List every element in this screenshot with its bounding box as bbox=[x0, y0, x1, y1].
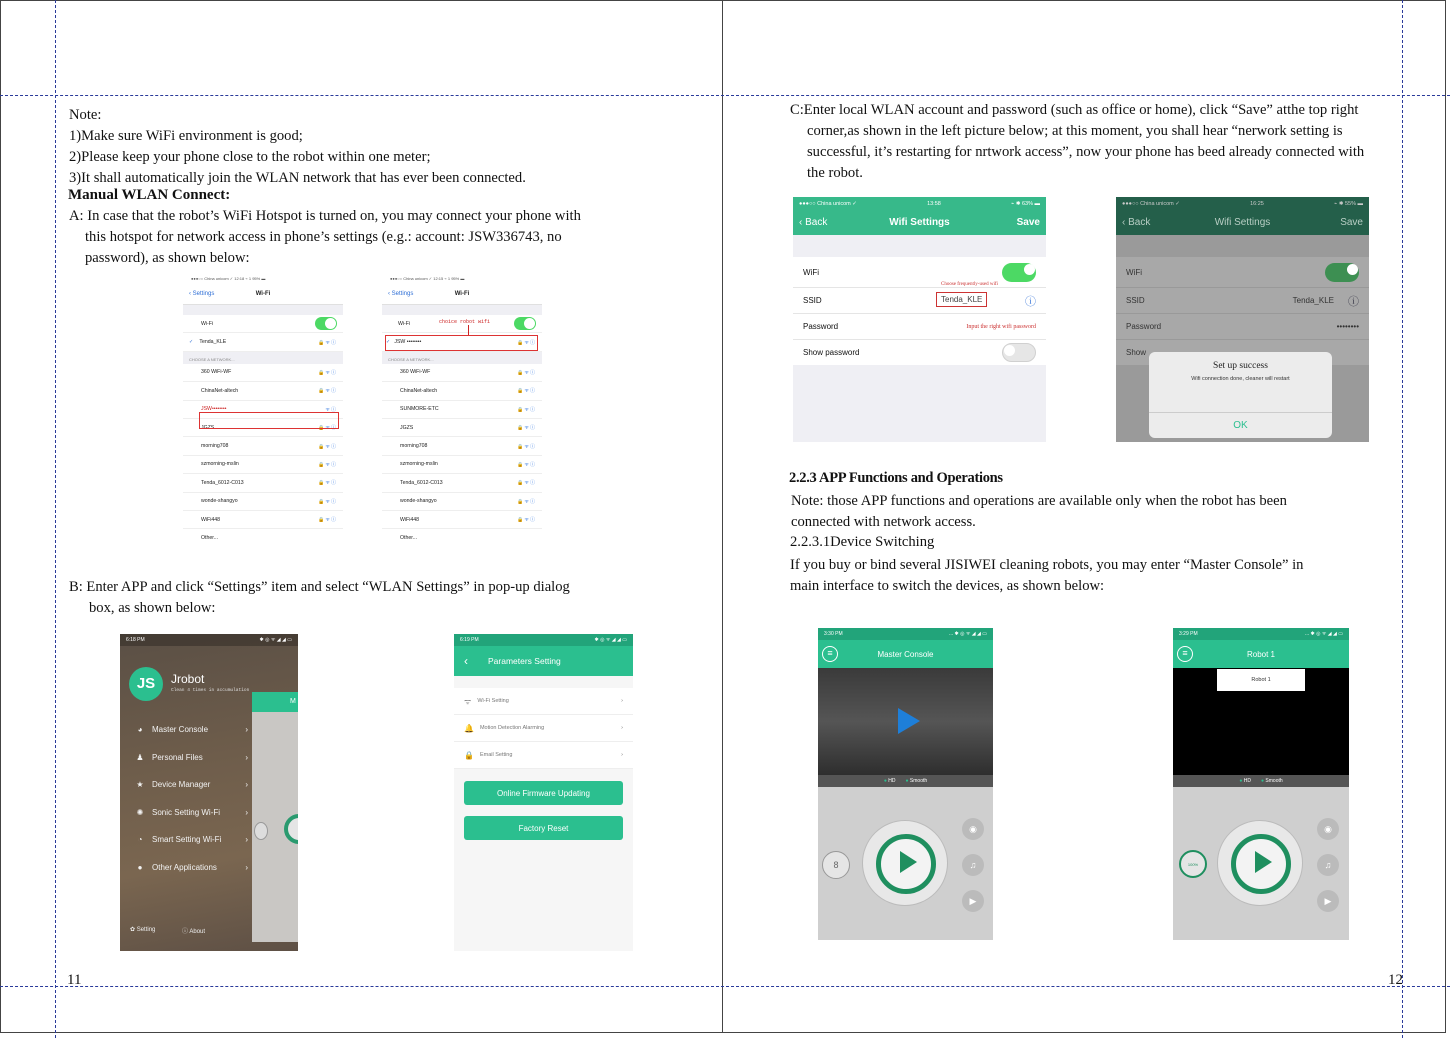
dialog-ok-button[interactable]: OK bbox=[1149, 412, 1332, 438]
user-icon: ♟ bbox=[136, 752, 144, 762]
camera-icon[interactable]: ◉ bbox=[1317, 818, 1339, 840]
network-item[interactable]: wonde-shangyo 🔒ᯤⓘ bbox=[382, 493, 542, 511]
back-link[interactable]: ‹ Settings bbox=[189, 290, 215, 297]
back-link[interactable]: ‹ Settings bbox=[388, 290, 414, 297]
option-smooth[interactable]: ● Smooth bbox=[905, 778, 928, 784]
page-split-line bbox=[722, 0, 723, 1033]
lock-icon: 🔒 bbox=[464, 750, 474, 760]
robot-dropdown-item[interactable]: Robot 1 bbox=[1217, 669, 1305, 691]
dialog-message: Wifi connection done, cleaner will restart bbox=[1191, 376, 1290, 382]
other-network[interactable]: Other... bbox=[201, 535, 219, 542]
play-icon bbox=[900, 851, 917, 873]
quality-options bbox=[1173, 775, 1349, 787]
network-item[interactable]: JGZS 🔒ᯤⓘ bbox=[382, 419, 542, 437]
network-item[interactable]: Tenda_6012-C013 🔒ᯤⓘ bbox=[382, 474, 542, 492]
factory-reset-button[interactable]: Factory Reset bbox=[464, 816, 623, 840]
nav-bar bbox=[183, 283, 343, 305]
network-item[interactable]: WiFi448 🔒ᯤⓘ bbox=[382, 511, 542, 529]
headphones-icon[interactable]: ♫ bbox=[962, 854, 984, 876]
wifi-toggle[interactable] bbox=[1002, 263, 1036, 282]
info-icon[interactable]: ⓘ bbox=[1348, 295, 1359, 308]
crop-guide-top bbox=[0, 95, 1450, 96]
dialog-title: Set up success bbox=[1213, 361, 1268, 371]
header-bar bbox=[818, 640, 993, 668]
brand-name: Jrobot bbox=[171, 672, 205, 686]
screenshot-app-menu bbox=[120, 634, 298, 951]
status-bar: 3:29 PM ... ✱ ◎ ᯤ ◢ ◢ ▭ bbox=[1173, 628, 1349, 640]
network-item[interactable]: morning708 🔒ᯤⓘ bbox=[183, 437, 343, 455]
paragraph-c-line: C:Enter local WLAN account and password (such as office or home), click “Save” atthe top right bbox=[790, 102, 1359, 118]
header-title: Parameters Setting bbox=[488, 656, 561, 666]
nav-title: Wi-Fi bbox=[454, 290, 470, 297]
info-icon: ⓘ bbox=[182, 929, 189, 935]
play-dial-icon bbox=[284, 814, 298, 844]
play-dial[interactable] bbox=[1231, 834, 1291, 894]
note-line: 2)Please keep your phone close to the robot within one meter; bbox=[69, 149, 431, 165]
nav-bar bbox=[1116, 210, 1369, 235]
quality-options bbox=[818, 775, 993, 787]
screenshot-robot-switch bbox=[1173, 628, 1349, 940]
paragraph-b-line: box, as shown below: bbox=[89, 600, 216, 616]
save-button[interactable]: Save bbox=[1340, 217, 1363, 228]
password-row[interactable]: Password Input the right wifi password bbox=[793, 313, 1046, 339]
video-record-icon[interactable]: ▶ bbox=[1317, 890, 1339, 912]
status-bar: ●●●○○ China unicom ✓ 16:25 ⌁ ✱ 55% ▬ bbox=[1116, 197, 1369, 210]
ssid-field[interactable]: Tenda_KLE bbox=[936, 292, 987, 307]
menu-about-link[interactable]: ⓘ About bbox=[182, 929, 206, 935]
nav-title: Wi-Fi bbox=[255, 290, 271, 297]
status-bar: ●●●○○ China unicom ✓ 12:18 ⌁ 1 95% ▬ bbox=[191, 275, 266, 281]
menu-device-manager[interactable]: ★ Device Manager › bbox=[120, 771, 252, 799]
back-button[interactable]: ‹ Back bbox=[799, 217, 828, 228]
connected-network[interactable]: ✓ Tenda_KLE 🔒ᯤⓘ bbox=[183, 333, 343, 351]
show-password-row[interactable]: Show password bbox=[793, 339, 1046, 365]
paragraph-c-line: the robot. bbox=[807, 165, 863, 181]
app-logo-icon: JS bbox=[129, 667, 163, 701]
wifi-toggle-row[interactable]: Wi-Fi bbox=[183, 315, 343, 333]
page-number-right: 12 bbox=[1388, 972, 1403, 988]
paragraph-c-line: corner,as shown in the left picture below; at this moment, you shall hear “nerwork setting is bbox=[807, 123, 1343, 139]
play-icon bbox=[1255, 851, 1272, 873]
network-item-robot[interactable]: JSW•••••••• ᯤⓘ bbox=[183, 401, 343, 419]
note-line: connected with network access. bbox=[791, 514, 976, 530]
crop-guide-left bbox=[55, 0, 56, 1038]
network-item[interactable]: Tenda_6012-C013 🔒ᯤⓘ bbox=[183, 474, 343, 492]
crop-guide-right bbox=[1402, 0, 1403, 1038]
robot-badge-icon bbox=[254, 822, 268, 840]
back-button[interactable]: ‹ Back bbox=[1122, 217, 1151, 228]
direction-pad[interactable] bbox=[862, 820, 948, 906]
wifi-toggle[interactable] bbox=[514, 317, 536, 330]
success-dialog bbox=[1149, 352, 1332, 438]
status-bar: ●●●○○ China unicom ✓ 13:58 ⌁ ✱ 63% ▬ bbox=[793, 197, 1046, 210]
gear-icon: ✿ bbox=[130, 927, 136, 933]
note-heading: Note: bbox=[69, 107, 102, 123]
network-item[interactable]: szmorning-mslin 🔒ᯤⓘ bbox=[183, 456, 343, 474]
speedometer-icon: ◕ bbox=[137, 725, 143, 735]
highlight-box bbox=[199, 412, 339, 429]
status-bar: 6:19 PM ✱ ◎ ᯤ ◢ ◢ ▭ bbox=[454, 634, 633, 646]
other-network[interactable]: Other... bbox=[400, 535, 418, 542]
screenshot-parameters-setting bbox=[454, 634, 633, 951]
camera-icon[interactable]: ◉ bbox=[962, 818, 984, 840]
paragraph-a-line: this hotspot for network access in phone’s settings (e.g.: account: JSW336743, no bbox=[85, 229, 562, 245]
wifi-toggle[interactable] bbox=[1325, 263, 1359, 282]
page-number-left: 11 bbox=[67, 972, 82, 988]
header-title: Robot 1 bbox=[1246, 649, 1276, 659]
network-item[interactable]: 360 WiFi-WF 🔒ᯤⓘ bbox=[382, 364, 542, 382]
row-wifi-setting[interactable]: ᯤ Wi-Fi Setting › bbox=[454, 688, 633, 715]
headphones-icon[interactable]: ♫ bbox=[1317, 854, 1339, 876]
network-item[interactable]: ChinaNet-altech 🔒ᯤⓘ bbox=[382, 382, 542, 400]
annotation-choice-robot-wifi: choice robot wifi bbox=[439, 319, 491, 325]
status-bar: ●●●○○ China unicom ✓ 12:15 ⌁ 1 95% ▬ bbox=[390, 275, 465, 281]
option-hd[interactable]: ● HD bbox=[1239, 778, 1251, 784]
connected-network[interactable]: ✓ JSW •••••••• 🔒ᯤⓘ bbox=[382, 333, 542, 351]
show-password-row[interactable]: Show bbox=[1116, 339, 1369, 365]
robot-battery-badge[interactable]: 100% bbox=[1179, 850, 1207, 878]
video-record-icon[interactable]: ▶ bbox=[962, 890, 984, 912]
direction-pad[interactable] bbox=[1217, 820, 1303, 906]
star-icon: ★ bbox=[136, 780, 144, 790]
annotation-arrow bbox=[468, 325, 469, 335]
menu-personal-files[interactable]: ♟ Personal Files › bbox=[120, 744, 252, 772]
paragraph-b-line: B: Enter APP and click “Settings” item and select “WLAN Settings” in pop-up dialog bbox=[69, 579, 570, 595]
wifi-icon: ᯤ bbox=[464, 696, 472, 706]
menu-setting-link[interactable]: ✿ Setting bbox=[130, 927, 156, 933]
nav-title: Wifi Settings bbox=[889, 217, 950, 228]
row-motion-detection[interactable]: 🔔 Motion Detection Alarming › bbox=[454, 715, 633, 742]
network-item[interactable]: JGZS 🔒ᯤⓘ bbox=[183, 419, 343, 437]
ssid-row[interactable]: SSID Tenda_KLE ⓘ bbox=[1116, 287, 1369, 313]
video-area[interactable] bbox=[818, 668, 993, 775]
password-row[interactable]: Password •••••••• bbox=[1116, 313, 1369, 339]
underlying-screen: M bbox=[252, 692, 298, 942]
menu-other-applications[interactable]: ● Other Applications › bbox=[120, 854, 252, 882]
info-icon[interactable]: ⓘ bbox=[1025, 295, 1036, 308]
note-line: Note: those APP functions and operations are available only when the robot has been bbox=[791, 493, 1287, 509]
status-bar: 6:18 PM ✱ ◎ ᯤ ◢ ◢ ▭ bbox=[120, 634, 298, 646]
menu-icon[interactable]: ≡ bbox=[822, 646, 838, 662]
side-menu bbox=[120, 716, 252, 881]
check-icon: ✓ bbox=[189, 339, 194, 346]
menu-icon[interactable]: ≡ bbox=[1177, 646, 1193, 662]
robot-badge-icon[interactable]: 8 bbox=[822, 851, 850, 879]
wifi-toggle[interactable] bbox=[315, 317, 337, 330]
network-item[interactable]: 360 WiFi-WF 🔒ᯤⓘ bbox=[183, 364, 343, 382]
firmware-update-button[interactable]: Online Firmware Updating bbox=[464, 781, 623, 805]
apps-icon: ● bbox=[137, 862, 143, 872]
network-item[interactable]: wonde-shangyo 🔒ᯤⓘ bbox=[183, 493, 343, 511]
network-item[interactable]: morning708 🔒ᯤⓘ bbox=[382, 437, 542, 455]
option-smooth[interactable]: ● Smooth bbox=[1261, 778, 1283, 784]
annotation-password: Input the right wifi password bbox=[966, 323, 1036, 330]
option-hd[interactable]: ● HD bbox=[883, 778, 896, 784]
header-bar bbox=[1173, 640, 1349, 668]
network-item[interactable]: SUNMORE-ETC 🔒ᯤⓘ bbox=[382, 401, 542, 419]
network-item[interactable]: WiFi448 🔒ᯤⓘ bbox=[183, 511, 343, 529]
header-bar bbox=[454, 646, 633, 676]
save-button[interactable]: Save bbox=[1016, 217, 1040, 228]
menu-sonic-setting[interactable]: ✺ Sonic Setting Wi-Fi › bbox=[120, 799, 252, 827]
screenshot-ios-wifi-connected bbox=[382, 273, 542, 559]
row-email-setting[interactable]: 🔒 Email Setting › bbox=[454, 742, 633, 769]
nav-title: Wifi Settings bbox=[1214, 217, 1271, 228]
paragraph-a-line: password), as shown below: bbox=[85, 250, 250, 266]
note-line: 3)It shall automatically join the WLAN network that has ever been connected. bbox=[69, 170, 526, 186]
section-heading: Manual WLAN Connect: bbox=[68, 187, 231, 203]
note-line: 1)Make sure WiFi environment is good; bbox=[69, 128, 303, 144]
sub-heading: 2.2.3.1Device Switching bbox=[790, 534, 935, 550]
network-group-label: CHOOSE A NETWORK... bbox=[382, 352, 542, 364]
switch-line: If you buy or bind several JISIWEI cleaning robots, you may enter “Master Console” in bbox=[790, 557, 1304, 573]
screenshot-ios-wifi-list bbox=[183, 273, 343, 559]
menu-smart-setting[interactable]: ◔ Smart Setting Wi-Fi › bbox=[120, 826, 252, 854]
network-group-label: CHOOSE A NETWORK... bbox=[183, 352, 343, 364]
wifi-row[interactable]: WiFi bbox=[1116, 257, 1369, 287]
wifi-row[interactable]: WiFi bbox=[793, 257, 1046, 287]
network-item[interactable]: ChinaNet-altech 🔒ᯤⓘ bbox=[183, 382, 343, 400]
switch-line: main interface to switch the devices, as shown below: bbox=[790, 578, 1105, 594]
header-title: Master Console bbox=[877, 649, 934, 659]
highlight-box bbox=[385, 335, 538, 351]
play-icon[interactable] bbox=[898, 708, 920, 734]
brand-tagline: Clean 4 times in accumulation bbox=[171, 688, 250, 693]
screenshot-master-console bbox=[818, 628, 993, 940]
sound-icon: ✺ bbox=[136, 807, 144, 817]
check-icon: ✓ bbox=[386, 339, 391, 346]
nav-bar bbox=[382, 283, 542, 305]
screenshot-wifi-settings bbox=[793, 197, 1046, 442]
bell-icon: 🔔 bbox=[464, 723, 474, 733]
back-arrow-icon[interactable]: ‹ bbox=[464, 654, 468, 668]
status-bar: 3:30 PM ... ✱ ◎ ᯤ ◢ ◢ ▭ bbox=[818, 628, 993, 640]
show-password-toggle[interactable] bbox=[1002, 343, 1036, 362]
paragraph-a-line: A: In case that the robot’s WiFi Hotspot is turned on, you may connect your phone with bbox=[69, 208, 581, 224]
section-heading: 2.2.3 APP Functions and Operations bbox=[789, 470, 1003, 486]
clock-icon: ◔ bbox=[137, 835, 143, 845]
play-dial[interactable] bbox=[876, 834, 936, 894]
annotation-choose-wifi: Choose frequently-used wifi bbox=[941, 282, 998, 287]
wifi-toggle-row[interactable]: Wi-Fi bbox=[382, 315, 542, 333]
screenshot-setup-success bbox=[1116, 197, 1369, 442]
menu-master-console[interactable]: ◕ Master Console › bbox=[120, 716, 252, 744]
network-item[interactable]: szmorning-mslin 🔒ᯤⓘ bbox=[382, 456, 542, 474]
nav-bar bbox=[793, 210, 1046, 235]
video-area[interactable] bbox=[1173, 668, 1349, 775]
paragraph-c-line: successful, it’s restarting for nrtwork access”, now your phone has beed already connected with bbox=[807, 144, 1365, 160]
crop-guide-bottom bbox=[0, 986, 1450, 987]
ssid-row[interactable]: SSID Tenda_KLE ⓘ bbox=[793, 287, 1046, 313]
